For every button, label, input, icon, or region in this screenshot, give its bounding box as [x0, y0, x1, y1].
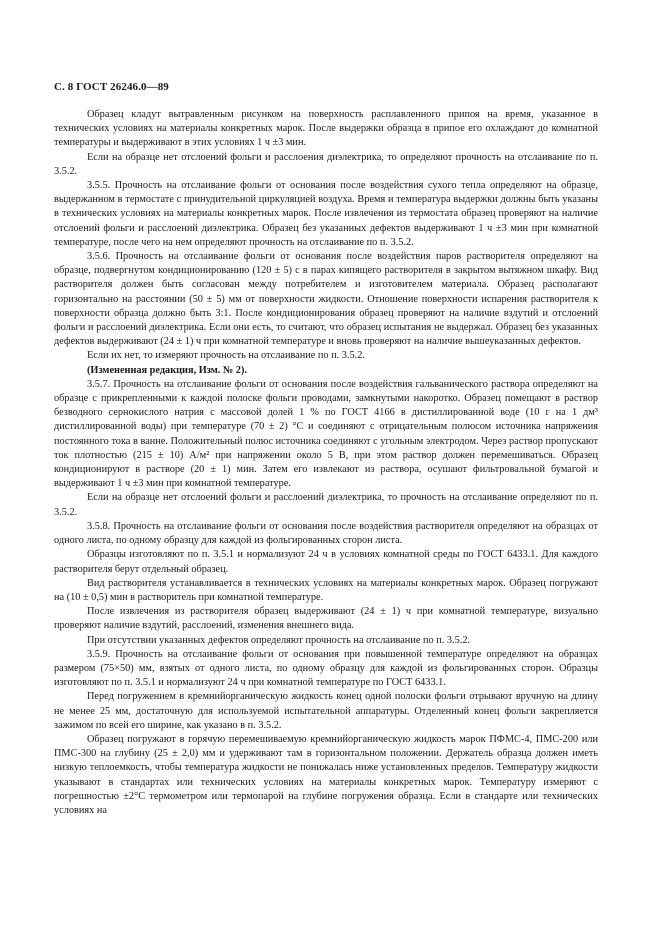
paragraph: Образцы изготовляют по п. 3.5.1 и нормализуют 24 ч в условиях комнатной среды по ГОСТ 6433.1. Для каждого растворителя берут отдельный образец.: [54, 549, 598, 575]
document-body: [54, 108, 598, 818]
paragraph: Если их нет, то измеряют прочность на отслаивание по п. 3.5.2.: [87, 350, 365, 362]
page-header: С. 8 ГОСТ 26246.0—89: [54, 81, 169, 93]
paragraph: Перед погружением в кремнийорганическую жидкость конец одной полоски фольги отрывают вручную на длину не менее 25 мм, достаточную для используемой испытательной аппаратуры. Отделенный конец фольги закрепляется зажимом по всей его ширине, как указано в п. 3.5.2.: [54, 691, 598, 731]
paragraph: После извлечения из растворителя образец выдерживают (24 ± 1) ч при комнатной температуре, визуально проверяют наличие вздутий, расслоений, изменения внешнего вида.: [54, 606, 598, 632]
paragraph-3-5-5: 3.5.5. Прочность на отслаивание фольги от основания после воздействия сухого тепла определяют на образце, выдержанном в термостате с принудительной циркуляцией воздуха. Время и температура выдержки должны быть указаны в технических условиях на материалы конкретных марок. После извлечения из термостата образец проверяют на наличие отслоений фольги и расслоений диэлектрика. Образец без указанных дефектов выдерживают 1 ч ±3 мин при комнатной температуре, после чего на нем определяют прочность на отслаивание по п. 3.5.2.: [54, 180, 598, 248]
amendment-note: (Измененная редакция, Изм. № 2).: [87, 364, 247, 376]
paragraph: Образец погружают в горячую перемешиваемую кремнийорганическую жидкость марок ПФМС-4, ПМС-200 или ПМС-300 на глубину (25 ± 2,0) мм и удерживают там в горизонтальном положении. Держатель образца должен иметь низкую теплоемкость, чтобы температура жидкости не понижалась ниже установленных пределов. Температуру жидкости указывают в стандартах или технических условиях на материалы конкретных марок. Температуру измеряют с погрешностью ±2°С термометром или термопарой на глубине погружения образца. Если в стандарте или технических условиях на: [54, 733, 598, 816]
paragraph: При отсутствии указанных дефектов определяют прочность на отслаивание по п. 3.5.2.: [87, 634, 471, 646]
paragraph: Если на образце нет отслоений фольги и расслоений диэлектрика, то прочность на отслаивание определяют по п. 3.5.2.: [54, 492, 598, 518]
paragraph: Если на образце нет отслоений фольги и расслоения диэлектрика, то определяют прочность на отслаивание по п. 3.5.2.: [54, 151, 598, 177]
paragraph-3-5-6: 3.5.6. Прочность на отслаивание фольги от основания после воздействия паров растворителя определяют на образце, подвергнутом кондиционированию (120 ± 5) с в парах кипящего растворителя в закрытом вытяжном шкафу. Вид растворителя должен быть согласован между потребителем и изготовителем материала. Образец располагают горизонтально на расстоянии (50 ± 5) мм от поверхности жидкости. Отношение поверхности испарения растворителя к поверхности образца должно быть 3:1. После кондиционирования образец проверяют на наличие вздутий и отслоений фольги и расслоений диэлектрика. Если они есть, то считают, что образец испытания не выдержал. Образец без указанных дефектов выдерживают (24 ± 1) ч при комнатной температуре и вновь проверяют на наличие вышеуказанных дефектов.: [54, 251, 598, 348]
paragraph-3-5-9: 3.5.9. Прочность на отслаивание фольги от основания при повышенной температуре определяют на образцах размером (75×50) мм, взятых от одного листа, по одному образцу для каждой из фольгированных сторон. Образцы изготовляют по п. 3.5.1 и нормализуют 24 ч при комнатной температуре по ГОСТ 6433.1.: [54, 648, 598, 689]
paragraph-3-5-8: 3.5.8. Прочность на отслаивание фольги от основания после воздействия растворителя определяют на образцах от одного листа, по одному образцу для каждой из фольгированных сторон листа.: [54, 520, 598, 547]
paragraph: Вид растворителя устанавливается в технических условиях на материалы конкретных марок. Образец погружают на (10 ± 0,5) мин в растворитель при комнатной температуре.: [54, 577, 598, 603]
paragraph-3-5-7: 3.5.7. Прочность на отслаивание фольги от основания после воздействия гальванического раствора определяют на образце с прикрепленными к каждой полоске фольги проводами, замкнутыми накоротко. Образец помещают в раствор безводного сернокислого натрия с массовой долей 1 % по ГОСТ 4166 в дистиллированной воде (10 г на 1 дм³ дистиллированной воды) при температуре (70 ± 2) °С и соединяют с отрицательным полюсом источника напряжения постоянного тока в ванне. Положительный полюс источника соединяют с угольным электродом. Через раствор пропускают ток плотностью (215 ± 10) А/м² при напряжении около 5 В, при этом раствор должен перемешиваться. Образец кондиционируют в растворе (20 ± 1) мин. Затем его извлекают из раствора, осушают фильтровальной бумагой и выдерживают 1 ч ±3 мин при комнатной температуре.: [54, 378, 598, 490]
paragraph: Образец кладут вытравленным рисунком на поверхность расплавленного припоя на время, указанное в технических условиях на материалы конкретных марок. После выдержки образца в припое его охлаждают до комнатной температуры и выдерживают в этих условиях 1 ч ±3 мин.: [54, 109, 598, 149]
